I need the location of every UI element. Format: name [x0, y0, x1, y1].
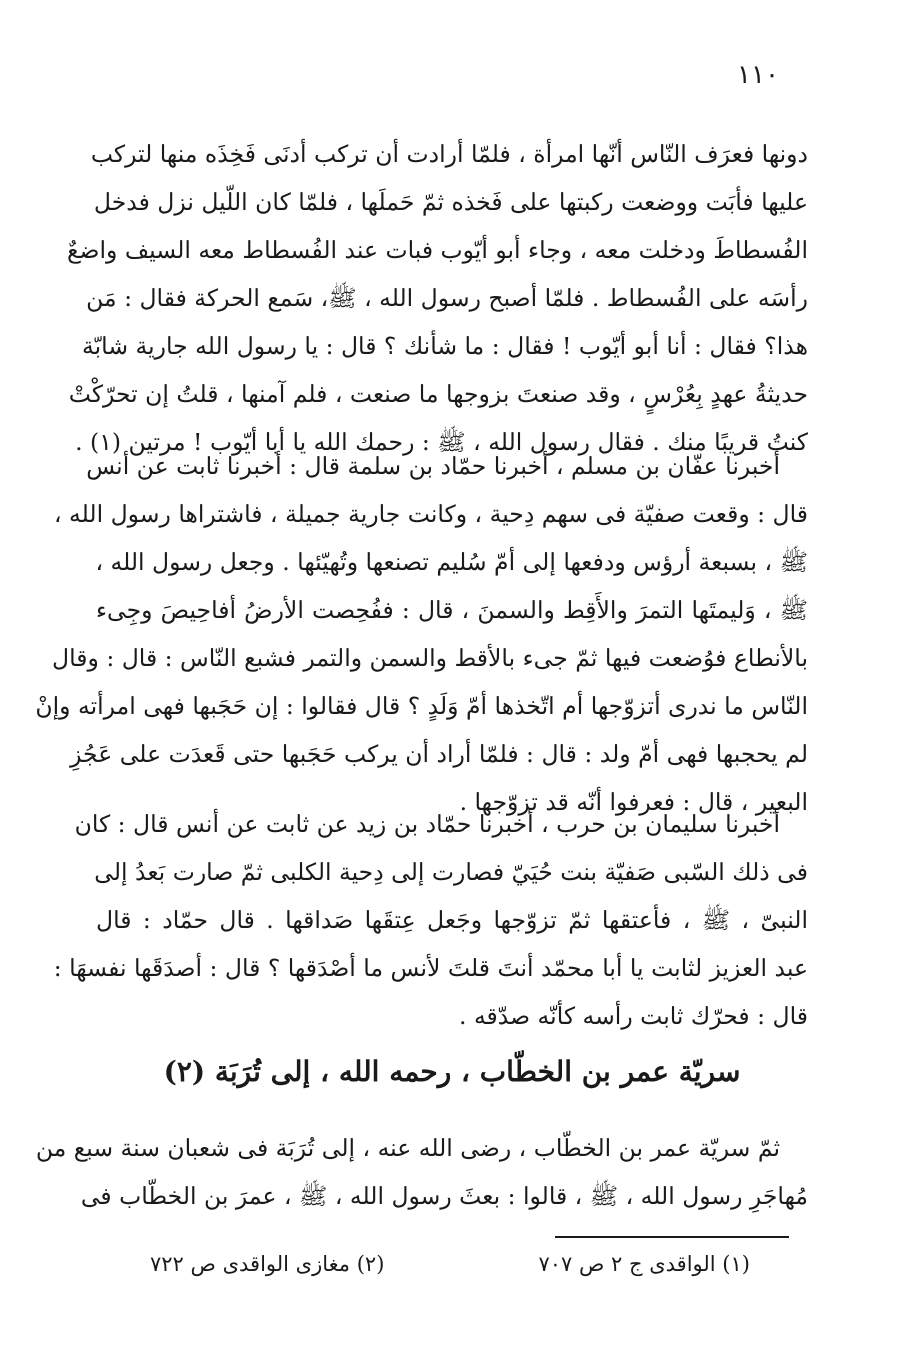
text-line: ﷺ ، بسبعة أرؤس ودفعها إلى أمّ سُليم تصنعها وتُهيّئها . وجعل رسول الله ،: [95, 548, 808, 576]
text-line: النّاس ما ندرى أتزوّجها أم اتّخذها أمّ وَلَدٍ ؟ قال فقالوا : إن حَجَبها فهى امرأته وإنْ: [35, 692, 808, 720]
text-line: كنتُ قريبًا منك . فقال رسول الله ، ﷺ : رحمك الله يا أبا أيّوب ! مرتين (١) .: [75, 428, 808, 456]
text-line: عبد العزيز لثابت يا أبا محمّد أنتَ قلتَ لأنس ما أصْدَقها ؟ قال : أصدَقَها نفسهَا :: [53, 954, 808, 982]
text-line: حديثةُ عهدٍ بِعُرْسٍ ، وقد صنعتَ بزوجها ما صنعت ، فلم آمنها ، قلتُ إن تحرّكْتْ: [68, 380, 808, 408]
footnote-1: (١) الواقدى ج ٢ ص ٧٠٧: [538, 1252, 750, 1276]
footnote-divider: [555, 1236, 789, 1238]
text-line: دونها فعرَف النّاس أنّها امرأة ، فلمّا أرادت أن تركب أدنَى فَخِذَه منها لتركب: [90, 140, 808, 168]
text-line: البعير ، قال : فعرفوا أنّه قد تزوّجها .: [459, 788, 808, 816]
text-line: فى ذلك السّبى صَفيّة بنت حُيَيّ فصارت إلى دِحية الكلبى ثمّ صارت بَعدُ إلى: [94, 858, 808, 886]
text-line: قال : فحرّك ثابت رأسه كأنّه صدّقه .: [459, 1002, 808, 1030]
paragraph-4: [35, 1124, 808, 1220]
text-line: قال : وقعت صفيّة فى سهم دِحية ، وكانت جارية جميلة ، فاشتراها رسول الله ،: [54, 500, 808, 528]
text-line: مُهاجَرِ رسول الله ، ﷺ ، قالوا : بعثَ رسول الله ، ﷺ ، عمرَ بن الخطّاب فى: [80, 1182, 808, 1210]
text-line: لم يحجبها فهى أمّ ولد : قال : فلمّا أراد أن يركب حَجَبها حتى قَعدَت على عَجُزِ: [70, 740, 808, 768]
text-line: ﷺ ، وَليمتَها التمرَ والأَقِط والسمنَ ، قال : ففُحِصت الأرضُ أفاحِيصَ وجِىء: [96, 596, 808, 624]
paragraph-3: [53, 800, 808, 1040]
text-line: رأسَه على الفُسطاط . فلمّا أصبح رسول الله ، ﷺ، سَمع الحركة فقال : مَن: [86, 284, 808, 312]
text-line: الفُسطاطَ ودخلت معه ، وجاء أبو أيّوب فبات عند الفُسطاط معه السيف واضعٌ: [67, 236, 808, 264]
text-line: هذا؟ فقال : أنا أبو أيّوب ! فقال : ما شأنك ؟ قال : يا رسول الله جارية شابّة: [82, 332, 808, 360]
text-line: بالأنطاع فوُضعت فيها ثمّ جىء بالأقط والسمن والتمر فشبع النّاس : قال : وقال: [52, 644, 808, 672]
text-line: النبىّ ، ﷺ ، فأعتقها ثمّ تزوّجها وجَعل عِتقَها صَداقها . قال حمّاد : قال: [96, 906, 808, 934]
page-number: ١١٠: [737, 60, 779, 90]
section-heading: سريّة عمر بن الخطّاب ، رحمه الله ، إلى تُرَبَة (٢): [163, 1055, 741, 1088]
footnotes: [150, 1244, 750, 1284]
text-line: عليها فأبَت ووضعت ركبتها على فَخذه ثمّ حَملَها ، فلمّا كان اللّيل نزل فدخل: [93, 188, 808, 216]
text-line: أخبرنا عفّان بن مسلم ، أخبرنا حمّاد بن سلمة قال : أخبرنا ثابت عن أنس: [86, 452, 780, 480]
text-line: أخبرنا سليمان بن حرب ، أخبرنا حمّاد بن زيد عن ثابت عن أنس قال : كان: [74, 810, 780, 838]
text-line: ثمّ سريّة عمر بن الخطّاب ، رضى الله عنه ، إلى تُرَبَة فى شعبان سنة سبع من: [35, 1134, 780, 1162]
footnote-2: (٢) مغازى الواقدى ص ٧٢٢: [150, 1252, 385, 1276]
